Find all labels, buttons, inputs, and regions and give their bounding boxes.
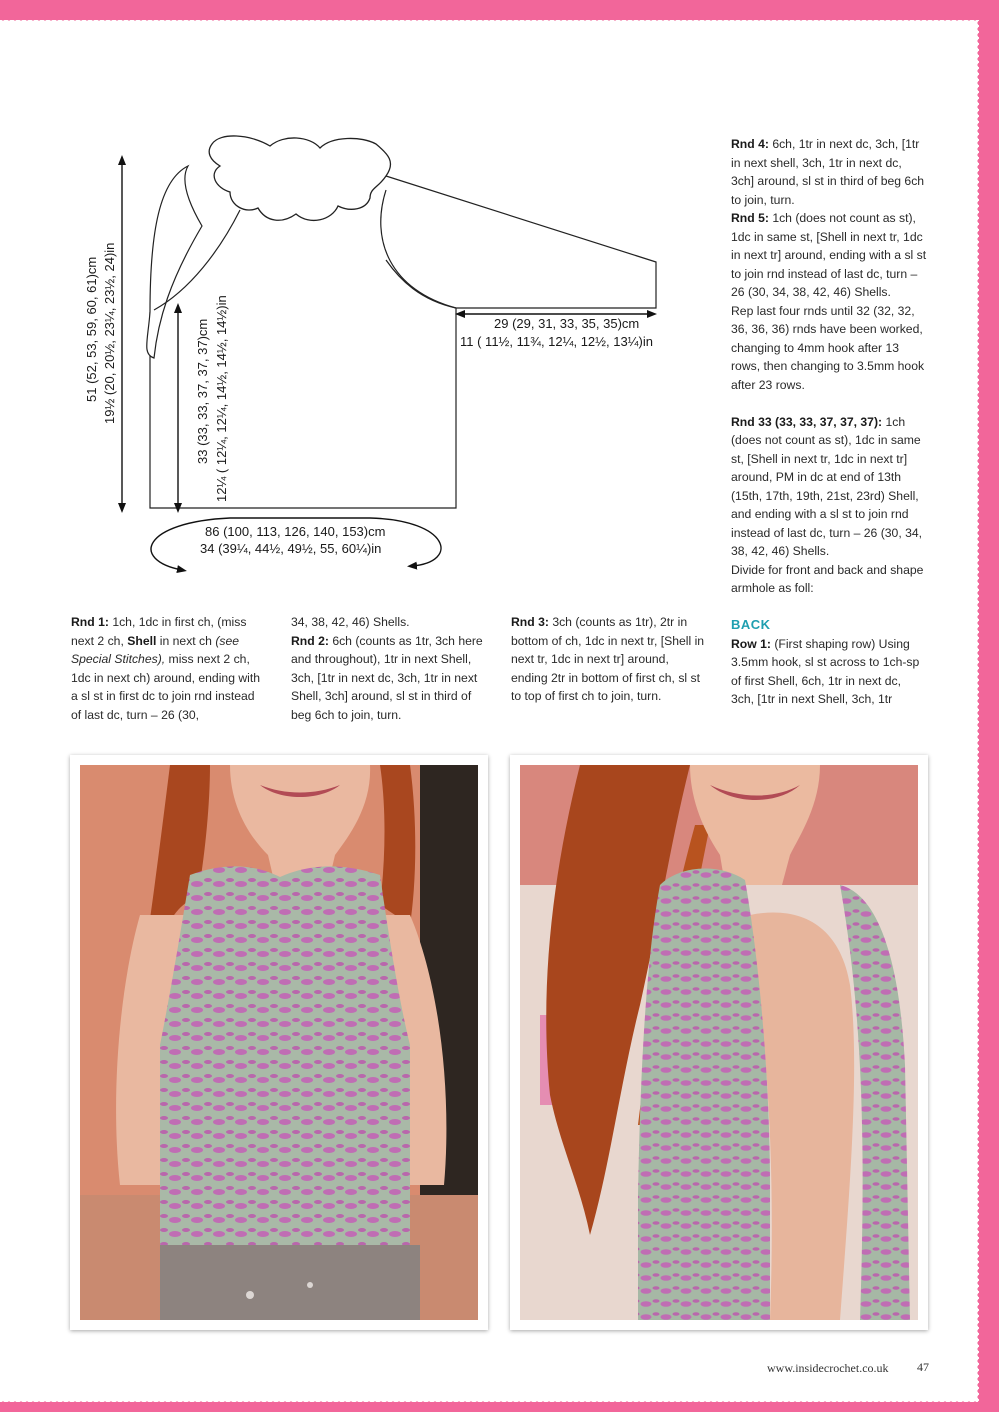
- rnd5-label: Rnd 5:: [731, 211, 769, 225]
- rnd5-text: 1ch (does not count as st), 1dc in same st, [Shell in next tr, 1dc in next tr] around, ending with a sl st to join rnd instead of last dc, turn – 26 (30, 34, 38, 42, 46) Shells.: [731, 211, 927, 299]
- body-height-in: 12¼ ( 12¼, 12¼, 14½, 14½, 14½)in: [214, 295, 229, 502]
- sleeve-width-cm: 29 (29, 31, 33, 35, 35)cm: [494, 316, 640, 331]
- body-height-cm: 33 (33, 33, 37, 37, 37)cm: [195, 318, 210, 464]
- rnd4-label: Rnd 4:: [731, 137, 769, 151]
- row1-text: (First shaping row) Using 3.5mm hook, sl st across to 1ch-sp of first Shell, 6ch, 1tr in next dc, 3ch, [1tr in next Shell, 3ch, 1tr: [731, 636, 920, 706]
- back-heading: BACK: [731, 617, 771, 632]
- repeat-instruction: Rep last four rnds until 32 (32, 32, 36, 36, 36) rnds have been worked, changing to 4mm hook after 13 rows, then changing to 3.5mm hook after 23 rows.: [731, 303, 925, 392]
- photo-front-view: [80, 765, 478, 1320]
- shells-count-cont: 34, 38, 42, 46) Shells.: [291, 615, 410, 629]
- pattern-column-2: [291, 613, 487, 724]
- schematic-drawing: [70, 130, 720, 580]
- page-border-scallop-top: [0, 18, 979, 23]
- page-border-scallop-right: [974, 20, 980, 1402]
- page-border-right: [979, 0, 999, 1412]
- shell-term: Shell: [127, 633, 157, 648]
- rnd3-text: 3ch (counts as 1tr), 2tr in bottom of ch, 1dc in next tr, [Shell in next tr, 1dc in next tr] around, ending 2tr in bottom of first ch, sl st to top of first ch to join, turn.: [511, 615, 705, 703]
- row1-label: Row 1:: [731, 636, 771, 651]
- rnd2-text: 6ch (counts as 1tr, 3ch here and throughout), 1tr in next Shell, 3ch, [1tr in next dc, 3ch, 1tr in next Shell, 3ch] around, sl st in third of beg 6ch to join, turn.: [291, 633, 483, 722]
- total-height-in: 19½ (20, 20½, 23¼, 23½, 24)in: [102, 242, 117, 424]
- garment-schematic: [70, 130, 720, 580]
- body-width-in: 34 (39¼, 44½, 49½, 55, 60¼)in: [200, 541, 382, 556]
- rnd4-text: 6ch, 1tr in next dc, 3ch, [1tr in next shell, 3ch, 1tr in next dc, 3ch] around, sl st in third of beg 6ch to join, turn.: [731, 137, 925, 207]
- page-border-top: [0, 0, 999, 20]
- divide-instruction: Divide for front and back and shape armhole as foll:: [731, 562, 924, 595]
- sleeve-width-in: 11 ( 11½, 11¾, 12¼, 12½, 13¼)in: [460, 334, 653, 349]
- rnd3-label: Rnd 3:: [511, 615, 549, 629]
- rnd33-label: Rnd 33 (33, 33, 37, 37, 37):: [731, 414, 883, 429]
- special-stitches-ref: (see Special Stitches),: [71, 633, 240, 666]
- rnd33-text: 1ch (does not count as st), 1dc in same st, [Shell in next tr, 1dc in next tr] around, PM in dc at end of 13th (15th, 17th, 19th, 21st, 23rd) Shell, and ending with a sl st to join rnd instead of last dc, turn – 26 (30, 34, 38, 42, 46) Shells.: [731, 414, 923, 558]
- rnd1-label: Rnd 1:: [71, 615, 109, 629]
- pattern-column-4: [731, 135, 927, 709]
- rnd1-text-c: miss next 2 ch, 1dc in next ch) around, ending with a sl st in first dc to join rnd instead of last dc, turn – 26 (30,: [71, 652, 261, 722]
- footer-website: www.insidecrochet.co.uk: [767, 1361, 889, 1375]
- rnd2-label: Rnd 2:: [291, 633, 329, 648]
- rnd1-text-b: in next ch: [159, 633, 212, 648]
- photo-card-side: [510, 755, 928, 1330]
- model-side-image: [520, 765, 918, 1320]
- photo-side-view: [520, 765, 918, 1320]
- total-height-cm: 51 (52, 53, 59, 60, 61)cm: [84, 256, 99, 402]
- pattern-column-1: [71, 613, 267, 724]
- model-front-image: [80, 765, 478, 1320]
- page-border-scallop-bottom: [0, 1399, 979, 1404]
- body-width-cm: 86 (100, 113, 126, 140, 153)cm: [205, 524, 386, 539]
- page-number: 47: [917, 1360, 929, 1374]
- rnd1-text-a: 1ch, 1dc in first ch, (miss next 2 ch,: [71, 615, 247, 648]
- photo-card-front: [70, 755, 488, 1330]
- pattern-column-3: [511, 613, 707, 706]
